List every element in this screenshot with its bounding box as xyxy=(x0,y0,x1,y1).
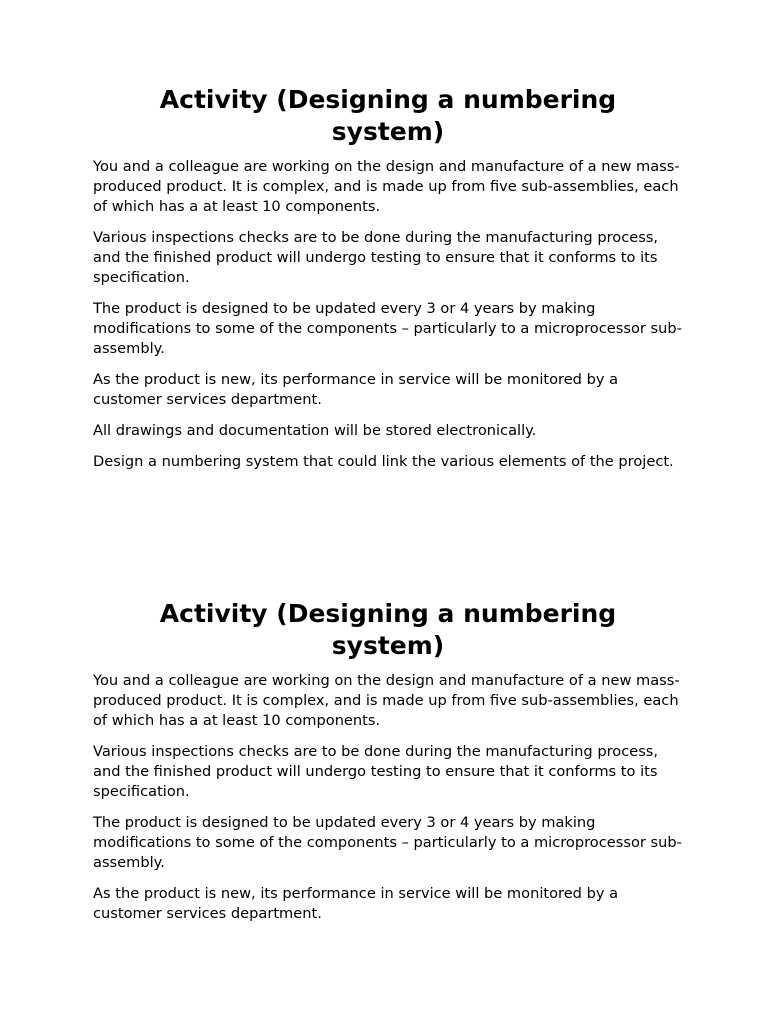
paragraph-storage: All drawings and documentation will be stored electronically. xyxy=(93,422,537,439)
activity-section-2 xyxy=(93,598,683,935)
paragraph-task: Design a numbering system that could link the various elements of the project. xyxy=(93,453,674,470)
paragraph-monitoring: As the product is new, its performance in service will be monitored by a customer services department. xyxy=(93,885,619,922)
paragraph-intro: You and a colleague are working on the design and manufacture of a new mass-produced product. It is complex, and is made up from five sub-assemblies, each of which has a at least 10 components. xyxy=(93,158,680,215)
activity-title: Activity (Designing a numbering system) xyxy=(159,85,617,146)
activity-title: Activity (Designing a numbering system) xyxy=(159,599,617,660)
paragraph-inspections: Various inspections checks are to be done during the manufacturing process, and the finished product will undergo testing to ensure that it conforms to its specification. xyxy=(93,229,659,286)
paragraph-updates: The product is designed to be updated every 3 or 4 years by making modifications to some of the components – particularly to a microprocessor sub-assembly. xyxy=(93,814,682,871)
activity-section-1 xyxy=(93,84,683,483)
paragraph-inspections: Various inspections checks are to be done during the manufacturing process, and the finished product will undergo testing to ensure that it conforms to its specification. xyxy=(93,743,659,800)
paragraph-monitoring: As the product is new, its performance in service will be monitored by a customer services department. xyxy=(93,371,619,408)
paragraph-intro: You and a colleague are working on the design and manufacture of a new mass-produced product. It is complex, and is made up from five sub-assemblies, each of which has a at least 10 components. xyxy=(93,672,680,729)
paragraph-updates: The product is designed to be updated every 3 or 4 years by making modifications to some of the components – particularly to a microprocessor sub-assembly. xyxy=(93,300,682,357)
